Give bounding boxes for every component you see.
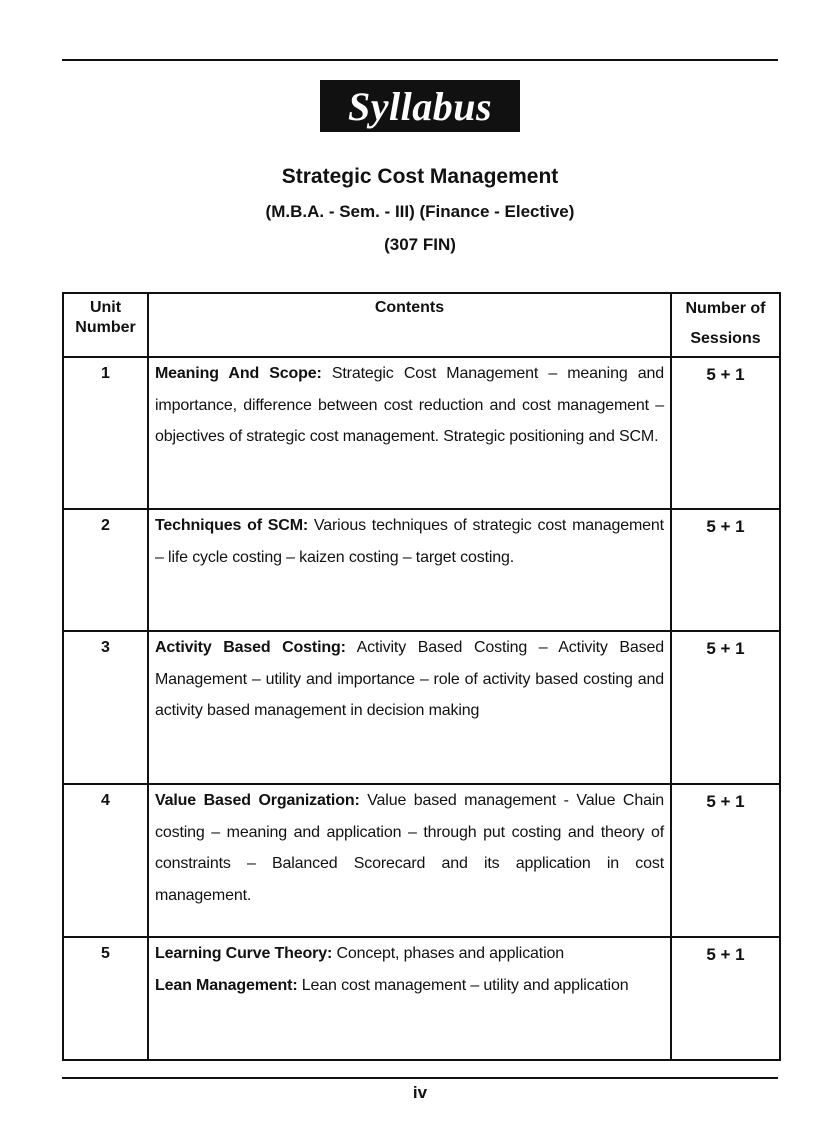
topic-heading: Learning Curve Theory: — [155, 945, 333, 962]
topic-text: Value based management - Value Chain costing – meaning and application – through put costing and theory of constraints – Balanced Scorecard and its application in cost management. — [155, 792, 664, 904]
unit-number: 2 — [63, 509, 148, 631]
top-rule — [62, 59, 778, 61]
table-row — [63, 357, 780, 509]
syllabus-badge: Syllabus — [320, 80, 520, 132]
unit-number: 3 — [63, 631, 148, 784]
topic-text: Various techniques of strategic cost management – life cycle costing – kaizen costing – target costing. — [155, 517, 664, 566]
content-paragraph — [155, 510, 664, 573]
content-paragraph — [155, 938, 664, 970]
topic-heading: Techniques of SCM: — [155, 517, 309, 534]
header-sessions: Number of Sessions — [671, 293, 780, 357]
unit-contents — [148, 509, 671, 631]
table-row — [63, 784, 780, 937]
syllabus-table — [62, 292, 781, 1061]
unit-number: 4 — [63, 784, 148, 937]
unit-contents — [148, 784, 671, 937]
session-count: 5 + 1 — [671, 357, 780, 509]
unit-contents — [148, 357, 671, 509]
session-count: 5 + 1 — [671, 784, 780, 937]
content-paragraph — [155, 785, 664, 911]
unit-number: 1 — [63, 357, 148, 509]
session-count: 5 + 1 — [671, 937, 780, 1060]
content-paragraph — [155, 358, 664, 453]
topic-text: Concept, phases and application — [332, 945, 564, 962]
course-subtitle: (M.B.A. - Sem. - III) (Finance - Elective) — [265, 202, 575, 221]
header-unit: Unit Number — [63, 293, 148, 357]
unit-number: 5 — [63, 937, 148, 1060]
topic-heading: Activity Based Costing: — [155, 639, 346, 656]
topic-heading: Meaning And Scope: — [155, 365, 322, 382]
session-count: 5 + 1 — [671, 509, 780, 631]
course-title: Strategic Cost Management — [281, 165, 559, 188]
table-row — [63, 631, 780, 784]
table-row — [63, 509, 780, 631]
course-code: (307 FIN) — [384, 235, 456, 254]
table-row — [63, 937, 780, 1060]
session-count: 5 + 1 — [671, 631, 780, 784]
topic-text: Lean cost management – utility and application — [297, 976, 629, 994]
page-number: iv — [412, 1083, 428, 1102]
content-paragraph — [155, 632, 664, 727]
content-paragraph — [155, 970, 664, 1002]
topic-text: Strategic Cost Management – meaning and importance, difference between cost reduction and cost management – objectives of strategic cost management. Strategic positioning and SCM. — [155, 365, 664, 445]
bottom-rule — [62, 1077, 778, 1079]
unit-contents — [148, 937, 671, 1060]
topic-text: Activity Based Costing – Activity Based Management – utility and importance – role of activity based costing and activity based management in decision making — [155, 639, 665, 719]
unit-contents — [148, 631, 671, 784]
topic-heading: Value Based Organization: — [155, 792, 360, 809]
header-contents: Contents — [148, 293, 671, 357]
topic-heading: Lean Management: — [155, 976, 298, 994]
